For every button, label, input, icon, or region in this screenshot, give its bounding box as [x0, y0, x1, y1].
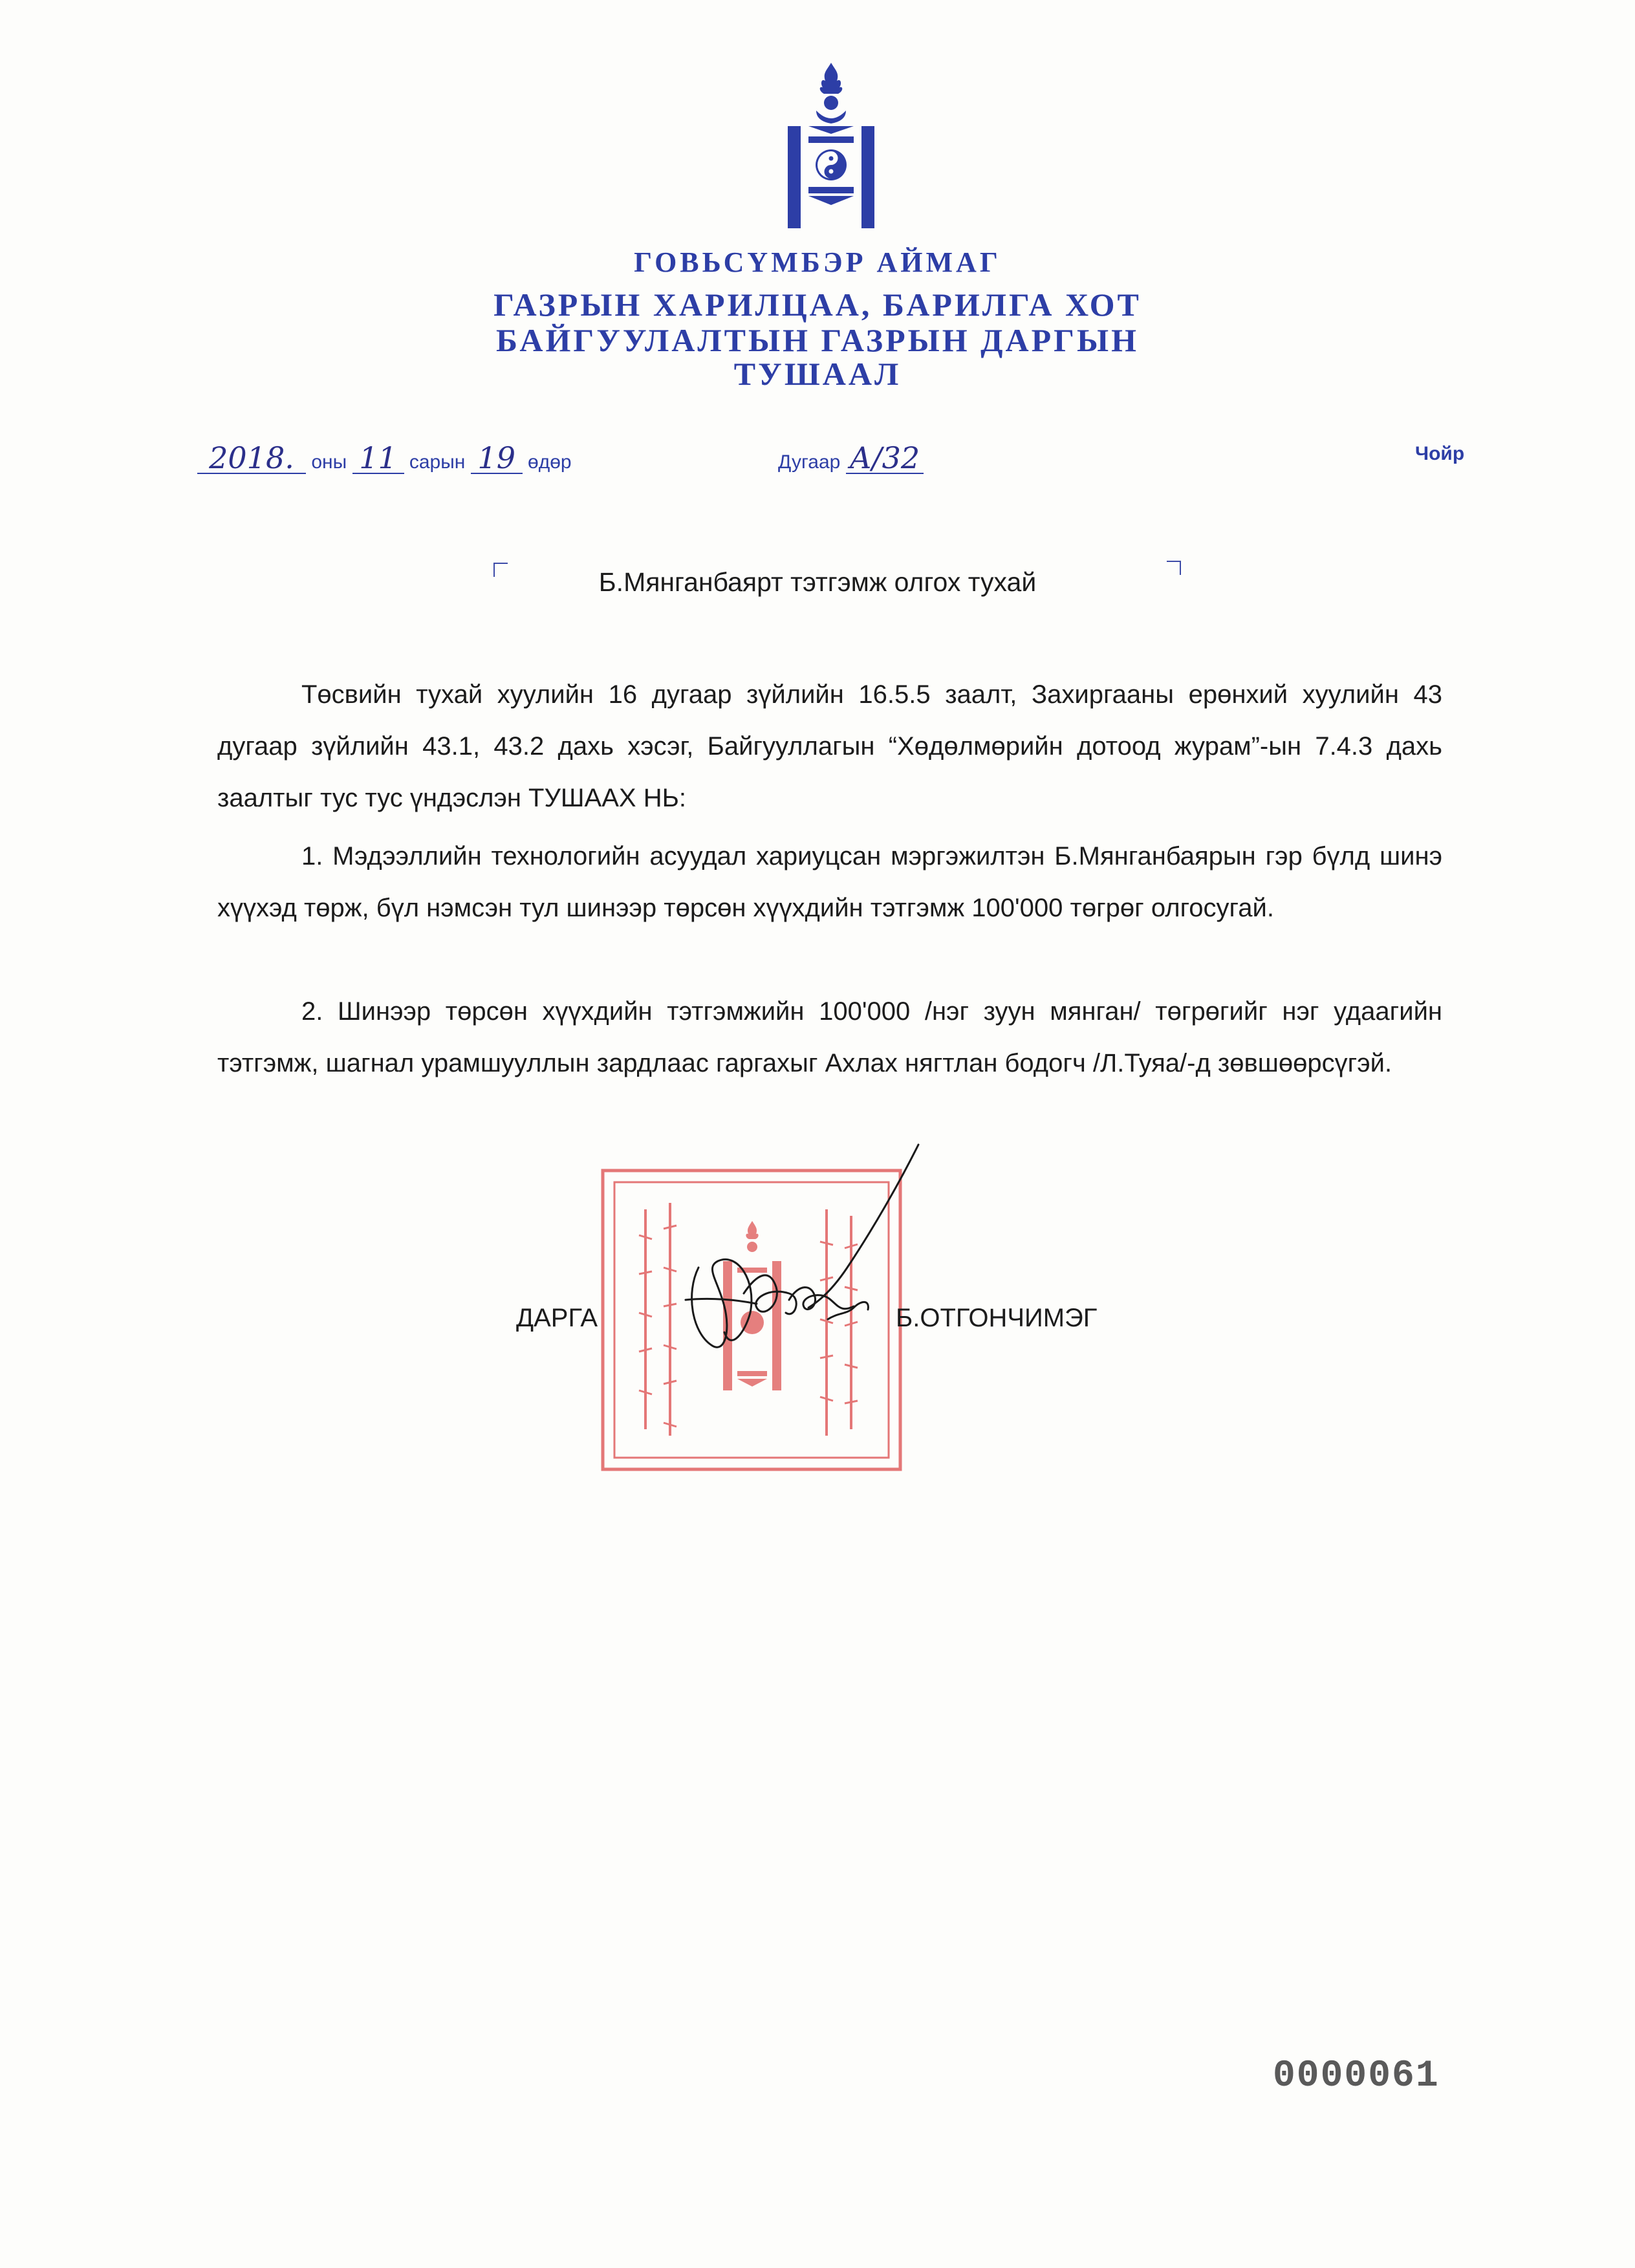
date-month-label: сарын [409, 451, 466, 473]
body-preamble: Төсвийн тухай хуулийн 16 дугаар зүйлийн 16.5.5 заалт, Захиргааны ерөнхий хуулийн 43 дугаар зүйлийн 43.1, 43.2 дахь хэсэг, Байгууллагын “Хөдөлмөрийн дотоод журам”-ын 7.4.3 дахь заалтыг тус тус үндэслэн ТУШААХ НЬ: [217, 680, 1442, 812]
body-clause-2: 2. Шинээр төрсөн хүүхдийн тэтгэмжийн 100'000 /нэг зуун мянган/ төгрөгийг нэг удаагийн тэтгэмж, шагнал урамшууллын зардлаас гаргахыг Ахлах нягтлан бодогч /Л.Туяа/-д зөвшөөрсүгэй. [217, 997, 1442, 1077]
date-year-label: оны [311, 451, 347, 473]
date-month: 11 [352, 443, 404, 474]
handwritten-signature [660, 1138, 957, 1410]
document-subject: Б.Мянганбаярт тэтгэмж олгох тухай [598, 567, 1037, 597]
date-year: 2018. [197, 443, 306, 474]
document-number-label: Дугаар [778, 451, 841, 473]
letterhead-department-line2: БАЙГУУЛАЛТЫН ГАЗРЫН ДАРГЫН [496, 322, 1139, 358]
document-number-value: А/32 [846, 443, 924, 474]
body-clause-1: 1. Мэдээллийн технологийн асуудал хариуцсан мэргэжилтэн Б.Мянганбаярын гэр бүлд шинэ хүүхэд төрж, бүл нэмсэн тул шинээр төрсөн хүүхдийн тэтгэмж 100'000 төгрөг олгосугай. [217, 842, 1442, 922]
letterhead-document-type: ТУШААЛ [733, 356, 902, 392]
soyombo-emblem-icon [783, 61, 880, 230]
date-day-label: өдөр [528, 451, 572, 473]
signatory-name: Б.ОТГОНЧИМЭГ [896, 1304, 1098, 1332]
document-date [197, 440, 572, 475]
document-number [778, 440, 924, 475]
date-day: 19 [471, 443, 523, 474]
document-place: Чойр [1415, 443, 1465, 464]
letterhead-department-line1: ГАЗРЫН ХАРИЛЦАА, БАРИЛГА ХОТ [493, 286, 1142, 323]
letterhead-province: ГОВЬСҮМБЭР АЙМАГ [634, 246, 1001, 278]
signatory-title: ДАРГА [516, 1304, 598, 1332]
serial-number: 0000061 [1273, 2055, 1440, 2097]
